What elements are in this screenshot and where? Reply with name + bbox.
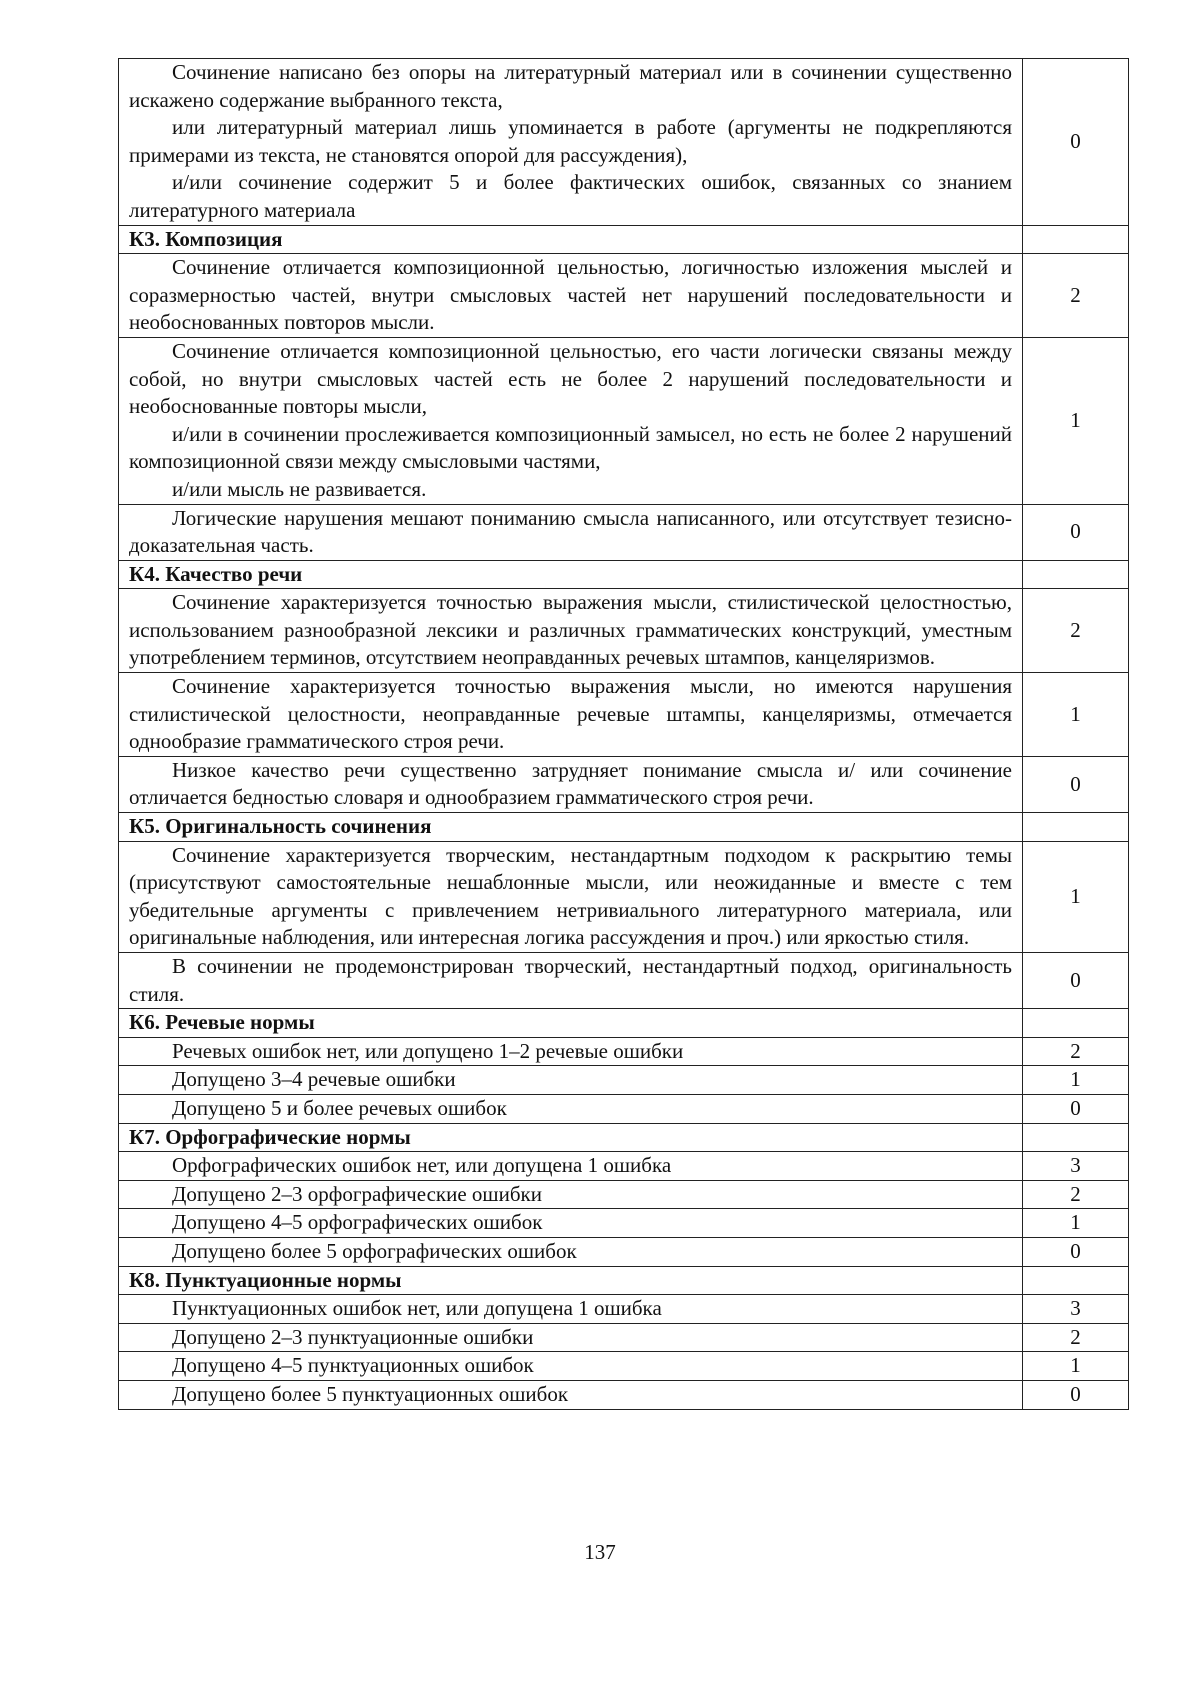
criterion-description — [119, 59, 1023, 226]
criterion-score: 0 — [1023, 1380, 1129, 1409]
criterion-paragraph: Допущено 3–4 речевые ошибки — [172, 1067, 456, 1092]
criterion-score: 3 — [1023, 1295, 1129, 1324]
criteria-table-body — [119, 59, 1129, 1410]
criterion-paragraph: Низкое качество речи существенно затрудняет понимание смысла и/ или сочинение отличается бедностью словаря и однообразием грамматического строя речи. — [129, 757, 1012, 810]
criterion-description — [119, 1066, 1023, 1095]
criterion-row — [119, 1209, 1129, 1238]
page-number: 137 — [584, 1540, 616, 1564]
criterion-description — [119, 1295, 1023, 1324]
criterion-score-empty — [1023, 1266, 1129, 1295]
criterion-score: 1 — [1023, 1066, 1129, 1095]
criterion-paragraph: Допущено 2–3 орфографические ошибки — [172, 1181, 542, 1206]
criterion-paragraph: Речевых ошибок нет, или допущено 1–2 речевые ошибки — [172, 1038, 684, 1063]
criterion-score: 0 — [1023, 1094, 1129, 1123]
criterion-paragraph: и/или в сочинении прослеживается композиционный замысел, но есть не более 2 нарушений композиционной связи между смысловыми частями, — [129, 421, 1012, 474]
criterion-score: 2 — [1023, 1037, 1129, 1066]
criterion-paragraph: В сочинении не продемонстрирован творческий, нестандартный подход, оригинальность стиля. — [129, 954, 1012, 1006]
criterion-score: 2 — [1023, 1323, 1129, 1352]
criterion-score-empty — [1023, 225, 1129, 254]
criterion-description — [119, 589, 1023, 673]
criterion-row — [119, 1094, 1129, 1123]
criterion-score: 0 — [1023, 756, 1129, 812]
criterion-description — [119, 673, 1023, 757]
criterion-paragraph: Сочинение отличается композиционной цельностью, логичностью изложения мыслей и соразмерностью частей, внутри смысловых частей нет нарушений последовательности и необоснованных повторов мысли. — [129, 255, 1012, 335]
criterion-description — [119, 953, 1023, 1009]
criterion-paragraph: Допущено 4–5 пунктуационных ошибок — [172, 1353, 534, 1378]
criterion-row — [119, 1066, 1129, 1095]
criterion-description — [119, 1037, 1023, 1066]
criterion-description — [119, 1152, 1023, 1181]
criterion-header-row — [119, 560, 1129, 589]
criterion-description — [119, 254, 1023, 338]
criterion-row — [119, 1352, 1129, 1381]
criterion-score: 2 — [1023, 254, 1129, 338]
criterion-header-row — [119, 225, 1129, 254]
criterion-header-row — [119, 813, 1129, 842]
criterion-paragraph: Сочинение характеризуется точностью выражения мысли, но имеются нарушения стилистической целостности, неоправданные речевые штампы, канцеляризмы, отмечается однообразие грамматического строя речи. — [129, 674, 1012, 754]
criterion-paragraph: Допущено более 5 пунктуационных ошибок — [172, 1381, 569, 1406]
criterion-score: 0 — [1023, 59, 1129, 226]
criterion-paragraph: и/или мысль не развивается. — [172, 476, 427, 501]
criterion-score: 2 — [1023, 1180, 1129, 1209]
criterion-title: К4. Качество речи — [119, 560, 1023, 589]
criterion-score: 1 — [1023, 841, 1129, 952]
criterion-score: 1 — [1023, 1209, 1129, 1238]
criterion-row — [119, 337, 1129, 504]
criterion-title: К7. Орфографические нормы — [119, 1123, 1023, 1152]
criterion-score-empty — [1023, 1123, 1129, 1152]
criterion-description — [119, 1180, 1023, 1209]
criterion-score-empty — [1023, 813, 1129, 842]
criterion-score-empty — [1023, 1009, 1129, 1038]
criteria-table — [118, 58, 1129, 1410]
criterion-description — [119, 1094, 1023, 1123]
criterion-paragraph: Сочинение характеризуется точностью выражения мысли, стилистической целостностью, использованием разнообразной лексики и различных грамматических конструкций, уместным употреблением терминов, отсутствием неоправданных речевых штампов, канцеляризмов. — [129, 590, 1012, 670]
criterion-paragraph: Сочинение характеризуется творческим, нестандартным подходом к раскрытию темы (присутствуют самостоятельные нешаблонные мысли, или неожиданные и вместе с тем убедительные аргументы с привлечением нетривиального литературного материала, или оригинальные наблюдения, или интересная логика рассуждения и проч.) или яркостью стиля. — [129, 842, 1012, 950]
criterion-row — [119, 1152, 1129, 1181]
criterion-description — [119, 1209, 1023, 1238]
criterion-paragraph: и/или сочинение содержит 5 и более фактических ошибок, связанных со знанием литературного материала — [129, 170, 1012, 222]
criterion-paragraph: Сочинение написано без опоры на литературный материал или в сочинении существенно искажено содержание выбранного текста, — [129, 60, 1012, 112]
criterion-row — [119, 1323, 1129, 1352]
criterion-title: К5. Оригинальность сочинения — [119, 813, 1023, 842]
criterion-row — [119, 841, 1129, 952]
criterion-row — [119, 953, 1129, 1009]
criterion-score: 0 — [1023, 953, 1129, 1009]
criterion-header-row — [119, 1009, 1129, 1038]
criterion-row — [119, 59, 1129, 226]
criterion-paragraph: Логические нарушения мешают пониманию смысла написанного, или отсутствует тезисно-доказательная часть. — [129, 505, 1012, 558]
criterion-paragraph: Сочинение отличается композиционной цельностью, его части логически связаны между собой, но внутри смысловых частей есть не более 2 нарушений последовательности и необоснованные повторы мысли, — [129, 338, 1012, 419]
criterion-paragraph: Допущено 2–3 пунктуационные ошибки — [172, 1324, 534, 1349]
criterion-row — [119, 1237, 1129, 1266]
criterion-header-row — [119, 1266, 1129, 1295]
criterion-title: К6. Речевые нормы — [119, 1009, 1023, 1038]
criterion-score: 2 — [1023, 589, 1129, 673]
criterion-paragraph: или литературный материал лишь упоминается в работе (аргументы не подкрепляются примерами из текста, не становятся опорой для рассуждения), — [129, 115, 1012, 167]
criterion-row — [119, 504, 1129, 560]
criterion-score: 1 — [1023, 1352, 1129, 1381]
criterion-description — [119, 841, 1023, 952]
criterion-paragraph: Допущено 4–5 орфографических ошибок — [172, 1210, 543, 1235]
criterion-score-empty — [1023, 560, 1129, 589]
criterion-description — [119, 337, 1023, 504]
criterion-score: 0 — [1023, 504, 1129, 560]
criterion-row — [119, 1180, 1129, 1209]
criterion-description — [119, 1352, 1023, 1381]
criterion-description — [119, 504, 1023, 560]
criterion-score: 0 — [1023, 1237, 1129, 1266]
criterion-score: 3 — [1023, 1152, 1129, 1181]
criterion-paragraph: Допущено более 5 орфографических ошибок — [172, 1238, 577, 1263]
criterion-row — [119, 1295, 1129, 1324]
criterion-paragraph: Допущено 5 и более речевых ошибок — [172, 1095, 507, 1120]
criterion-row — [119, 254, 1129, 338]
criterion-row — [119, 1380, 1129, 1409]
criterion-row — [119, 673, 1129, 757]
criterion-description — [119, 1380, 1023, 1409]
criterion-title: К8. Пунктуационные нормы — [119, 1266, 1023, 1295]
criterion-row — [119, 756, 1129, 812]
criterion-paragraph: Пунктуационных ошибок нет, или допущена 1 ошибка — [172, 1296, 662, 1321]
criterion-description — [119, 1323, 1023, 1352]
criterion-score: 1 — [1023, 673, 1129, 757]
criterion-paragraph: Орфографических ошибок нет, или допущена 1 ошибка — [172, 1153, 672, 1178]
criterion-description — [119, 756, 1023, 812]
criterion-row — [119, 589, 1129, 673]
criterion-row — [119, 1037, 1129, 1066]
criterion-score: 1 — [1023, 337, 1129, 504]
criterion-header-row — [119, 1123, 1129, 1152]
criterion-description — [119, 1237, 1023, 1266]
criterion-title: К3. Композиция — [119, 225, 1023, 254]
